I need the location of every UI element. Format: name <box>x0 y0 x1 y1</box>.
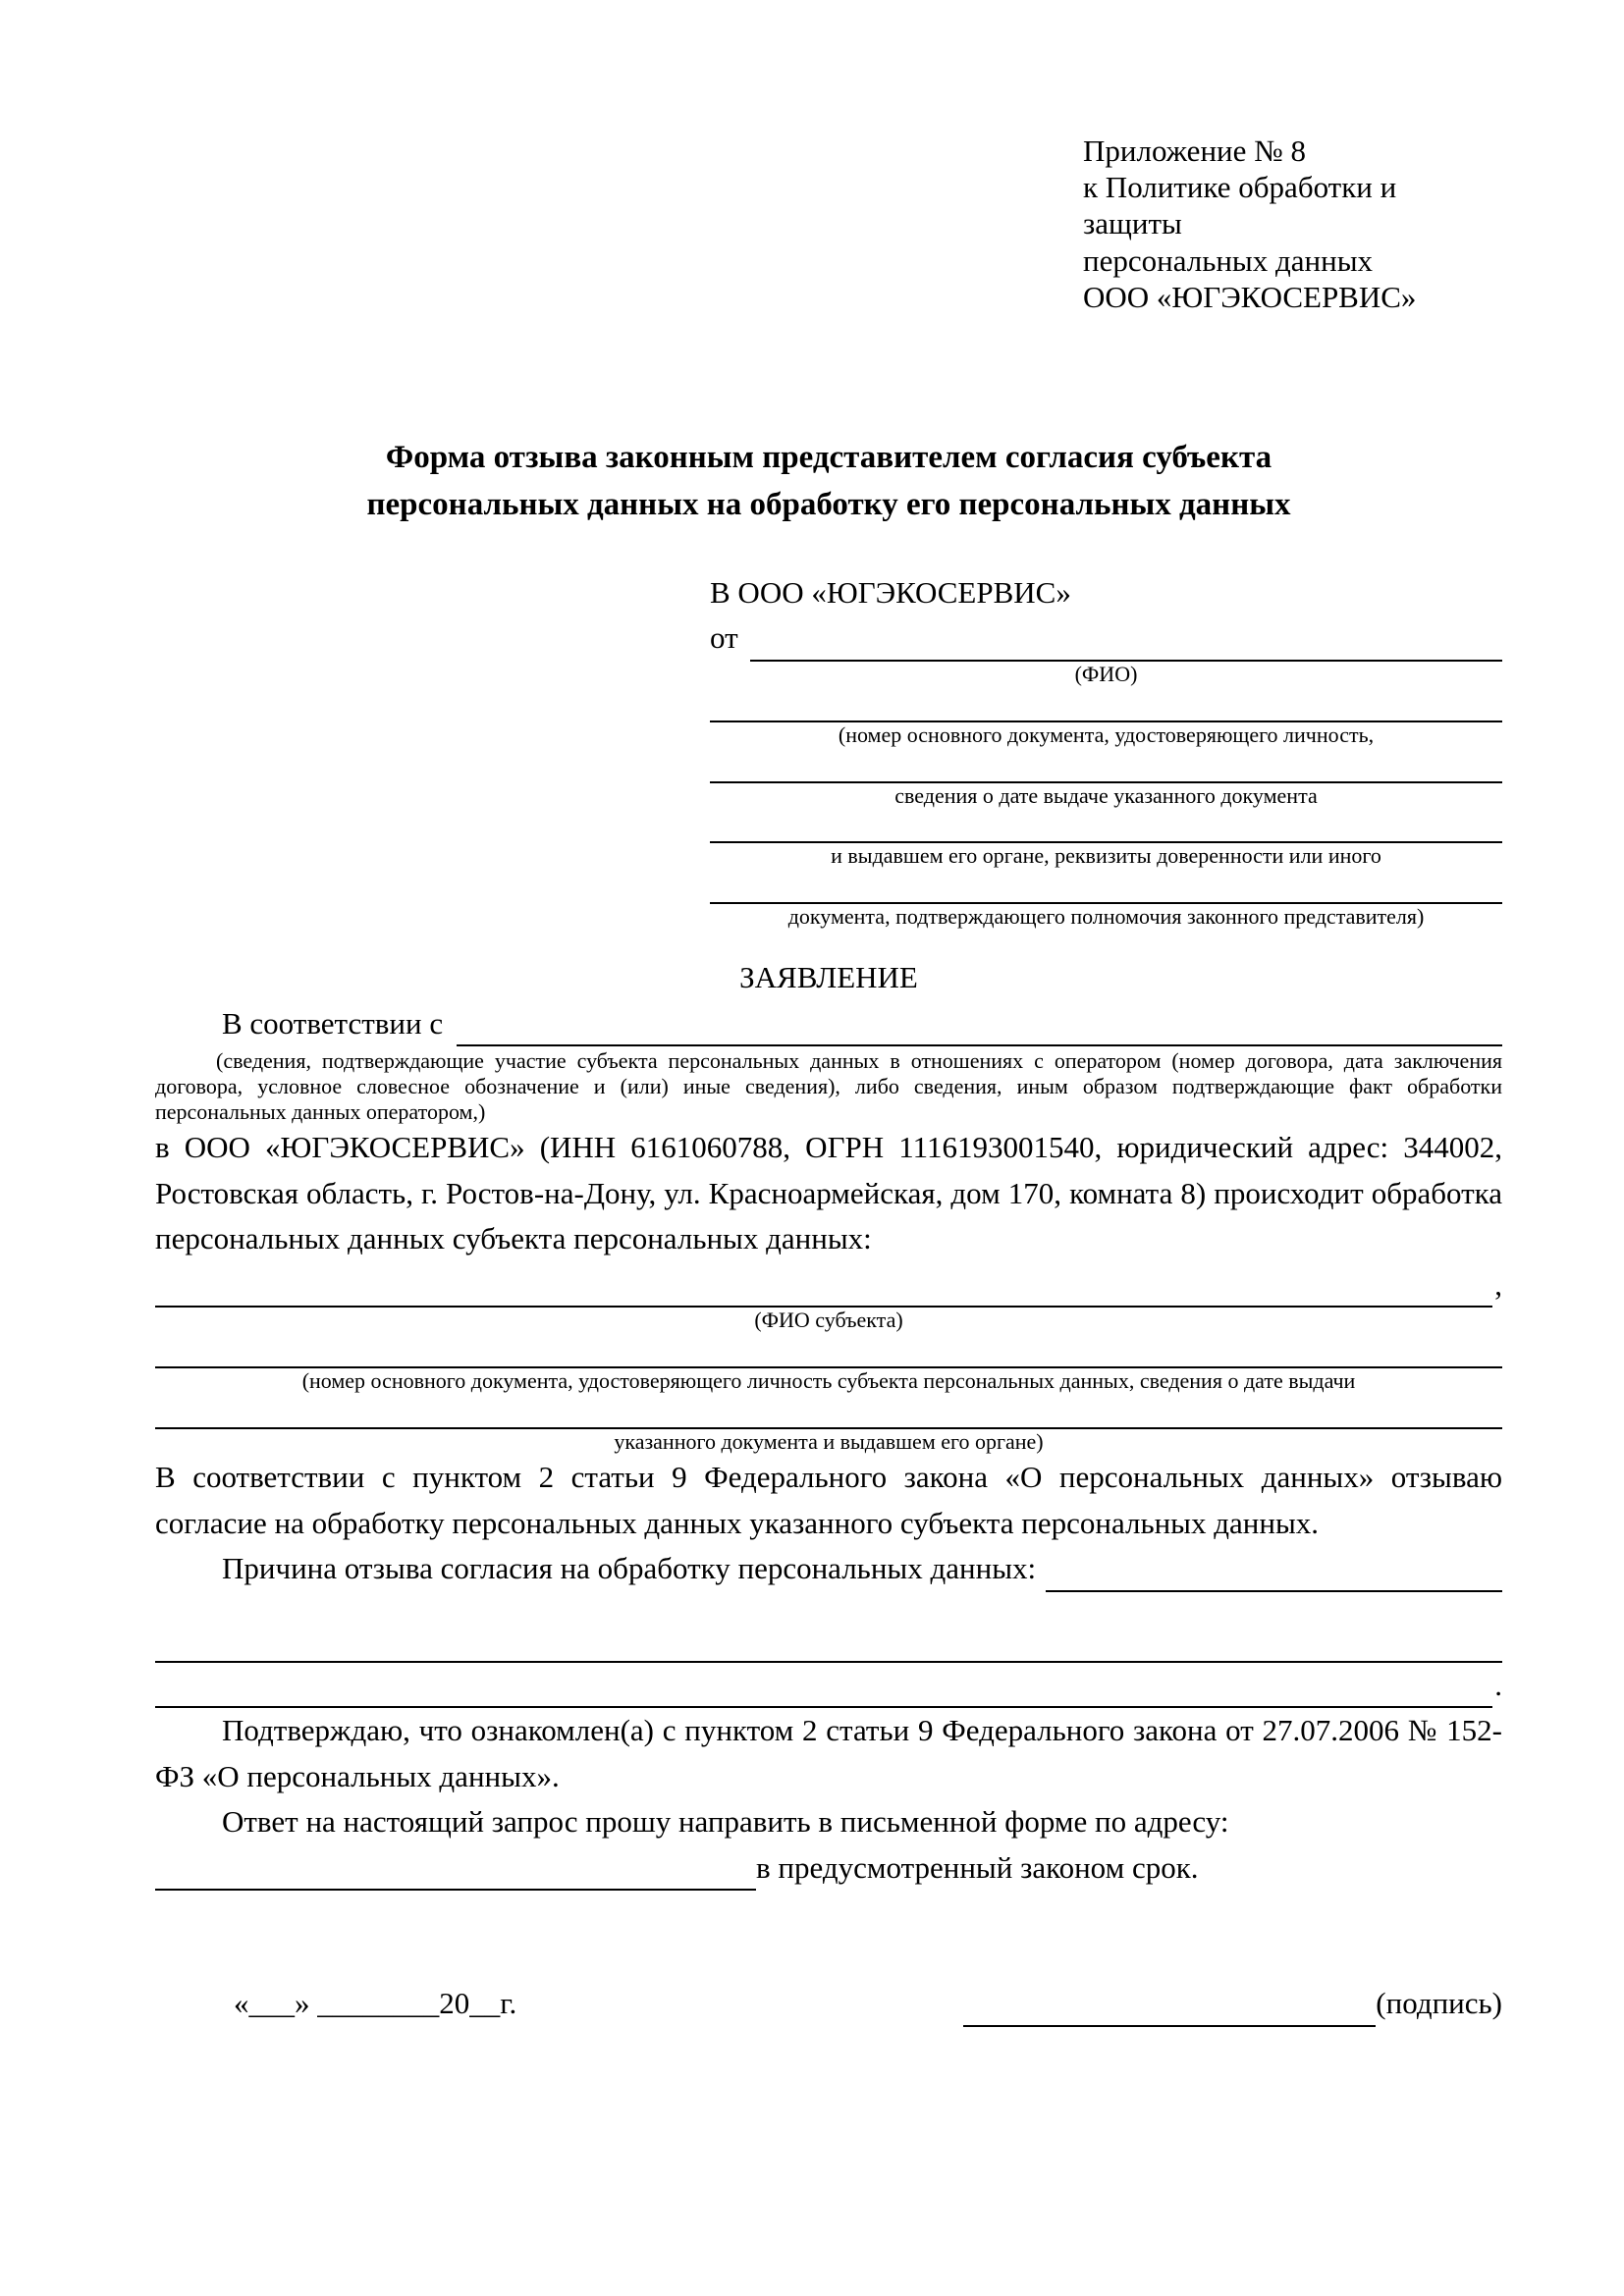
date-signature-row <box>155 1981 1502 2027</box>
addressee-block <box>710 570 1502 931</box>
confirm-paragraph: Подтверждаю, что ознакомлен(а) с пунктом 2 статьи 9 Федерального закона от 27.07.2006 № 152-ФЗ «О персональных данных». <box>155 1713 1502 1793</box>
operator-paragraph: в ООО «ЮГЭКОСЕРВИС» (ИНН 6161060788, ОГРН 1116193001540, юридический адрес: 344002, Ростовская область, г. Ростов-на-Дону, ул. Красноармейская, дом 170, комната 8) происходит обработка персональных данных субъекта персональных данных: <box>155 1130 1502 1256</box>
reply-address-line <box>155 1845 1502 1892</box>
addressee-to: В ООО «ЮГЭКОСЕРВИС» <box>710 574 1071 610</box>
reply-paragraph: Ответ на настоящий запрос прошу направить в письменной форме по адресу: <box>222 1804 1229 1840</box>
signature-field <box>963 1981 1502 2027</box>
intro-blank-line <box>457 1009 1502 1046</box>
reason-extra-blank-line-2-fill <box>155 1677 1492 1708</box>
statement-heading: ЗАЯВЛЕНИЕ <box>739 960 918 995</box>
annex-note <box>1083 133 1502 315</box>
caption-issue-date: сведения о дате выдаче указанного документа <box>894 782 1318 808</box>
caption-subject-id: (номер основного документа, удостоверяющего личность субъекта персональных данных, сведения о дате выдачи <box>301 1368 1356 1394</box>
reason-period: . <box>1494 1667 1502 1702</box>
from-blank-line <box>750 624 1502 662</box>
reason-extra-blank-line-2 <box>155 1663 1502 1709</box>
issuing-authority-blank-line <box>710 808 1502 843</box>
withdrawal-paragraph: В соответствии с пунктом 2 статьи 9 Федерального закона «О персональных данных» отзываю согласие на обработку персональных данных указанного субъекта персональных данных. <box>155 1460 1502 1540</box>
intro-caption: (сведения, подтверждающие участие субъекта персональных данных в отношениях с оператором (номер договора, дата заключения договора, условное словесное обозначение и (или) иные сведения), либо сведения, иным образом подтверждающие факт обработки персональных данных оператором,) <box>155 1048 1502 1125</box>
caption-subject-id-authority: указанного документа и выдавшем его органе) <box>614 1429 1044 1455</box>
subject-fio-blank-line <box>155 1266 1492 1308</box>
page-title-line: персональных данных на обработку его персональных данных <box>366 486 1291 522</box>
caption-subject-fio: (ФИО субъекта) <box>754 1308 903 1333</box>
reason-line <box>155 1546 1502 1592</box>
id-document-blank-line <box>710 687 1502 722</box>
reason-label: Причина отзыва согласия на обработку персональных данных: <box>222 1551 1037 1586</box>
signature-caption: (подпись) <box>1376 1986 1502 2021</box>
page-title-line: Форма отзыва законным представителем согласия субъекта <box>385 439 1272 475</box>
intro-line <box>155 1001 1502 1047</box>
annex-note-line: к Политике обработки и защиты <box>1083 170 1397 241</box>
annex-note-line: Приложение № 8 <box>1083 133 1306 168</box>
issue-date-blank-line <box>710 748 1502 783</box>
subject-fio-comma: , <box>1494 1266 1502 1302</box>
signature-blank-line <box>963 1992 1376 2027</box>
caption-fio: (ФИО) <box>1074 661 1138 686</box>
reason-blank-line <box>1046 1555 1502 1592</box>
from-label: от <box>710 620 738 656</box>
caption-id-document: (номер основного документа, удостоверяющего личность, <box>838 721 1375 747</box>
annex-note-line: ООО «ЮГЭКОСЕРВИС» <box>1083 279 1417 314</box>
from-line <box>710 615 1502 662</box>
page-title <box>155 435 1502 529</box>
intro-label: В соответствии с <box>222 1005 444 1041</box>
reply-suffix: в предусмотренный законом срок. <box>756 1849 1199 1885</box>
subject-fio-line <box>155 1262 1502 1308</box>
subject-id-authority-blank-line <box>155 1394 1502 1429</box>
reason-extra-blank-line-1 <box>155 1612 1502 1663</box>
date-field: «___» ________20__г. <box>234 1986 517 2021</box>
annex-note-line: персональных данных <box>1083 242 1374 278</box>
subject-id-blank-line <box>155 1333 1502 1368</box>
caption-representative-authority: документа, подтверждающего полномочия законного представителя) <box>787 904 1425 930</box>
reply-address-blank-line <box>155 1853 756 1891</box>
representative-authority-blank-line <box>710 869 1502 904</box>
caption-issuing-authority: и выдавшем его органе, реквизиты доверенности или иного <box>831 843 1381 869</box>
